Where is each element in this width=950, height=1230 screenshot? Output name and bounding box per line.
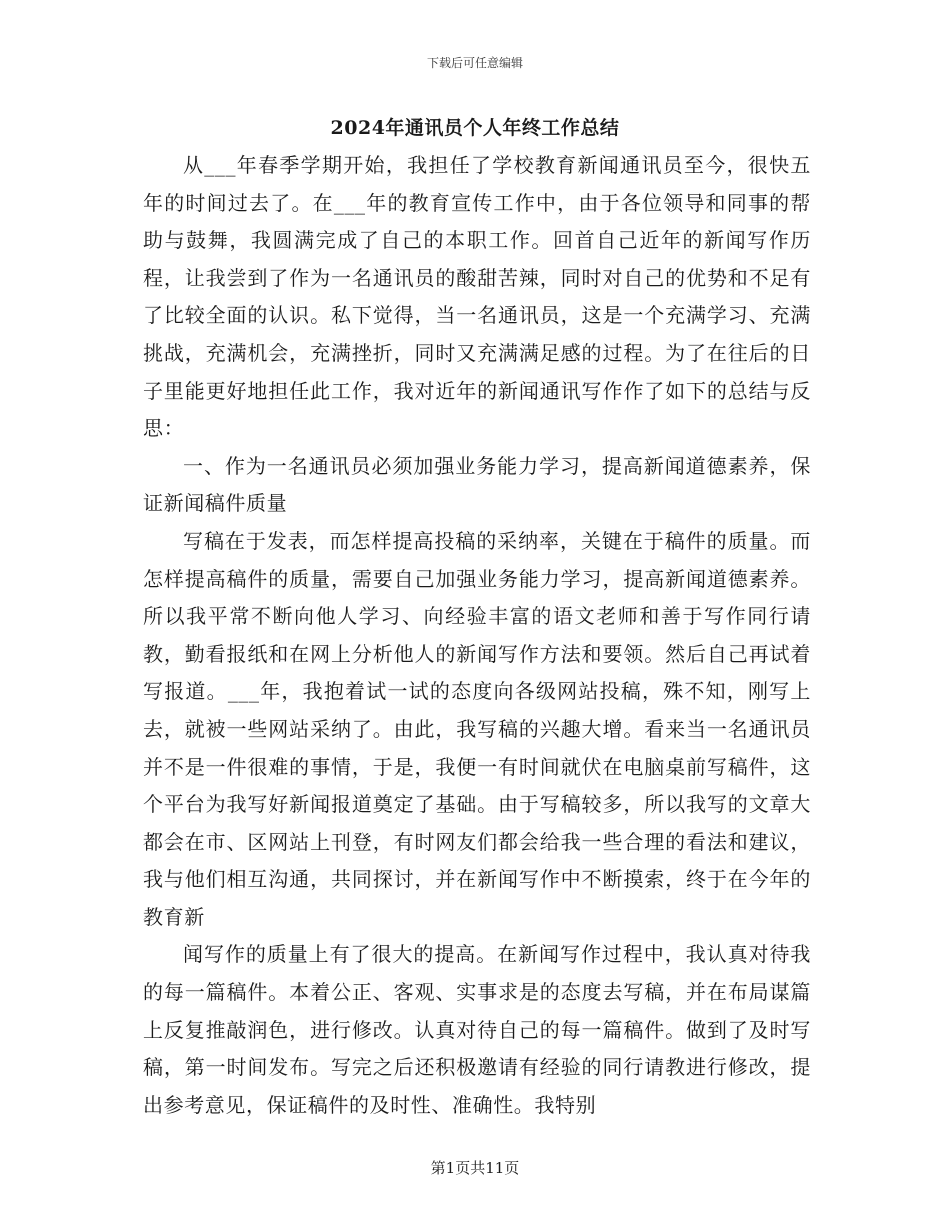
paragraph-writing-quality: 写稿在于发表，而怎样提高投稿的采纳率，关键在于稿件的质量。而怎样提高稿件的质量，需要自己加强业务能力学习，提高新闻道德素养。所以我平常不断向他人学习、向经验丰富的语文老师和善于写作同行请教，勤看报纸和在网上分析他人的新闻写作方法和要领。然后自己再试着写报道。___年，我抱着试一试的态度向各级网站投稿，殊不知，刚写上去，就被一些网站采纳了。由此，我写稿的兴趣大增。看来当一名通讯员并不是一件很难的事情，于是，我便一有时间就伏在电脑桌前写稿件，这个平台为我写好新闻报道奠定了基础。由于写稿较多，所以我写的文章大都会在市、区网站上刊登，有时网友们都会给我一些合理的看法和建议，我与他们相互沟通，共同探讨，并在新闻写作中不断摸索，终于在今年的教育新 [143, 528, 811, 929]
page-footer-number: 第1页共11页 [430, 1159, 520, 1177]
document-title: 2024年通讯员个人年终工作总结 [330, 117, 620, 139]
page-header-note: 下载后可任意编辑 [426, 56, 523, 70]
paragraph-writing-process: 闻写作的质量上有了很大的提高。在新闻写作过程中，我认真对待我的每一篇稿件。本着公正、客观、实事求是的态度去写稿，并在布局谋篇上反复推敲润色，进行修改。认真对待自己的每一篇稿件。做到了及时写稿，第一时间发布。写完之后还积极邀请有经验的同行请教进行修改，提出参考意见，保证稿件的及时性、准确性。我特别 [143, 942, 811, 1117]
paragraph-section-heading: 一、作为一名通讯员必须加强业务能力学习，提高新闻道德素养，保证新闻稿件质量 [143, 453, 811, 516]
document-body [143, 147, 811, 1124]
paragraph-intro: 从___年春季学期开始，我担任了学校教育新闻通讯员至今，很快五年的时间过去了。在___年的教育宣传工作中，由于各位领导和同事的帮助与鼓舞，我圆满完成了自己的本职工作。回首自己近年的新闻写作历程，让我尝到了作为一名通讯员的酸甜苦辣，同时对自己的优势和不足有了比较全面的认识。私下觉得，当一名通讯员，这是一个充满学习、充满挑战，充满机会，充满挫折，同时又充满满足感的过程。为了在往后的日子里能更好地担任此工作，我对近年的新闻通讯写作作了如下的总结与反思： [143, 153, 811, 441]
